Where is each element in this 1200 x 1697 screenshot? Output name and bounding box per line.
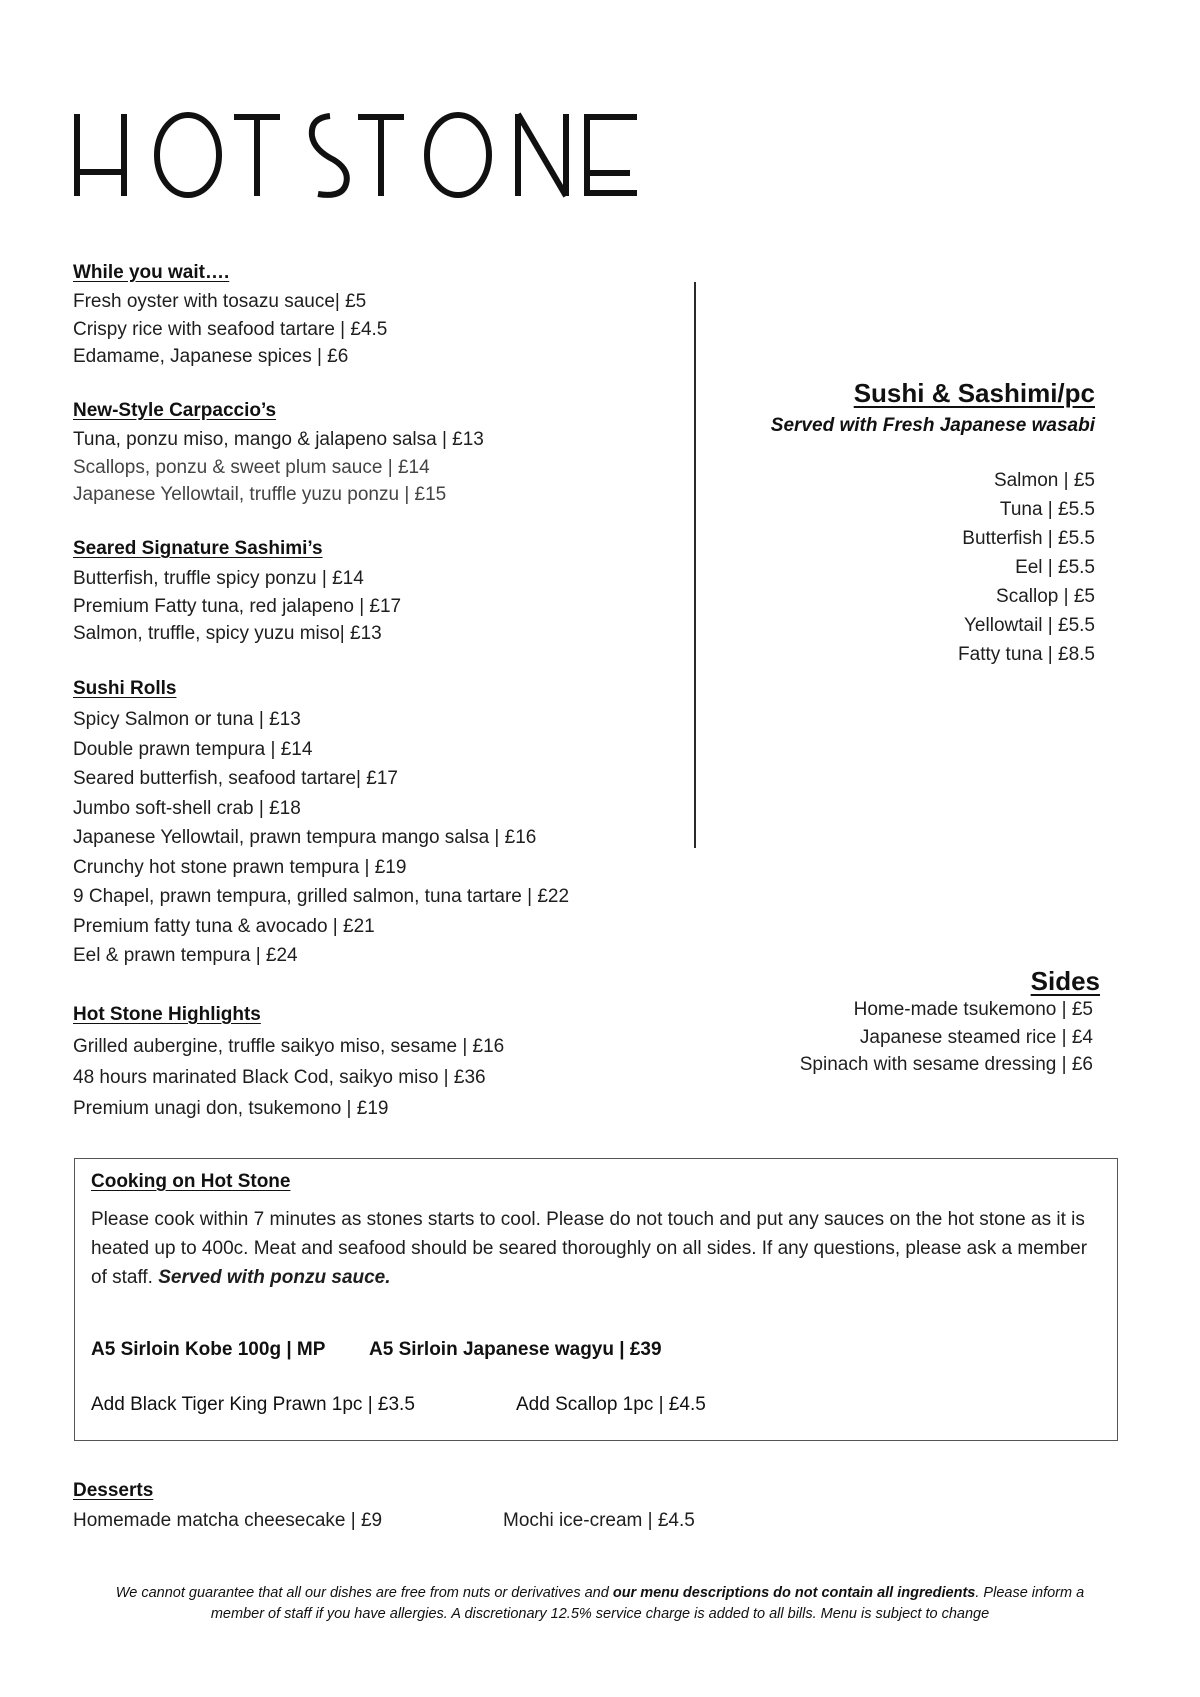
column-divider <box>694 282 696 848</box>
mains-row <box>91 1339 662 1361</box>
section-title: While you wait…. <box>73 262 230 283</box>
section-title: Cooking on Hot Stone <box>91 1171 291 1192</box>
menu-item: Premium unagi don, tsukemono | £19 <box>73 1098 389 1119</box>
menu-item: Fresh oyster with tosazu sauce| £5 <box>73 291 367 312</box>
menu-item: Double prawn tempura | £14 <box>73 738 313 760</box>
menu-item: Yellowtail | £5.5 <box>964 615 1095 636</box>
menu-item: Salmon, truffle, spicy yuzu miso| £13 <box>73 623 382 644</box>
disclaimer-text: We cannot guarantee that all our dishes are free from nuts or derivatives and <box>115 1585 613 1601</box>
section-title: Sushi & Sashimi/pc <box>853 378 1095 408</box>
section-desserts <box>73 1480 695 1535</box>
addons-row <box>91 1394 706 1416</box>
section-sides <box>800 966 1100 1079</box>
logo <box>72 112 742 203</box>
menu-item: Edamame, Japanese spices | £6 <box>73 346 349 367</box>
menu-item: Butterfish | £5.5 <box>962 528 1095 549</box>
section-seared-sashimi <box>73 538 401 648</box>
menu-item: Salmon | £5 <box>993 470 1095 491</box>
menu-item: Seared butterfish, seafood tartare| £17 <box>73 768 398 789</box>
menu-item: Homemade matcha cheesecake | £9 <box>73 1510 383 1531</box>
disclaimer-text: . Please inform a member of staff if you have allergies. A discretionary 12.5% service charge is added to all bills. Menu is subject to change <box>210 1585 1085 1622</box>
menu-item: Eel & prawn tempura | £24 <box>73 945 298 966</box>
menu-item: Scallop | £5 <box>996 586 1095 607</box>
menu-item: Fatty tuna | £8.5 <box>958 644 1095 665</box>
menu-item: Jumbo soft-shell crab | £18 <box>73 797 301 819</box>
menu-item: Scallops, ponzu & sweet plum sauce | £14 <box>73 456 430 478</box>
logo-wordmark <box>72 112 742 198</box>
menu-item: Spicy Salmon or tuna | £13 <box>73 709 301 730</box>
section-subtitle: Served with Fresh Japanese wasabi <box>770 415 1095 436</box>
section-title: Seared Signature Sashimi’s <box>73 538 323 559</box>
menu-item: Japanese steamed rice | £4 <box>859 1026 1093 1048</box>
menu-item: Crispy rice with seafood tartare | £4.5 <box>73 318 388 340</box>
section-title: Sushi Rolls <box>73 678 177 699</box>
cooking-instructions-box <box>74 1158 1118 1441</box>
menu-item: Butterfish, truffle spicy ponzu | £14 <box>73 568 364 589</box>
section-sushi-rolls <box>73 678 569 971</box>
menu-item: Mochi ice-cream | £4.5 <box>503 1510 695 1531</box>
menu-item: Premium Fatty tuna, red jalapeno | £17 <box>73 595 402 617</box>
menu-item: Tuna | £5.5 <box>999 499 1095 520</box>
menu-item: Japanese Yellowtail, prawn tempura mango salsa | £16 <box>73 827 537 848</box>
menu-item: 48 hours marinated Black Cod, saikyo miso | £36 <box>73 1067 486 1088</box>
menu-item: Home-made tsukemono | £5 <box>853 999 1093 1020</box>
menu-item: Eel | £5.5 <box>1015 557 1095 578</box>
allergy-disclaimer <box>0 1583 1200 1625</box>
section-while-you-wait <box>73 262 387 371</box>
section-title: New-Style Carpaccio’s <box>73 400 277 421</box>
menu-item: Crunchy hot stone prawn tempura | £19 <box>73 856 407 878</box>
menu-item: Tuna, ponzu miso, mango & jalapeno salsa | £13 <box>73 429 484 450</box>
menu-item: Add Black Tiger King Prawn 1pc | £3.5 <box>91 1394 415 1415</box>
menu-item: A5 Sirloin Japanese wagyu | £39 <box>369 1339 662 1360</box>
section-title: Desserts <box>73 1480 154 1501</box>
cooking-instructions <box>91 1205 1101 1292</box>
section-title: Sides <box>1030 966 1100 996</box>
menu-item: 9 Chapel, prawn tempura, grilled salmon, tuna tartare | £22 <box>73 886 570 907</box>
menu-item: Japanese Yellowtail, truffle yuzu ponzu | £15 <box>73 484 447 505</box>
menu-item: Premium fatty tuna & avocado | £21 <box>73 915 375 937</box>
disclaimer-bold: our menu descriptions do not contain all ingredients <box>612 1585 976 1601</box>
section-sushi-sashimi <box>771 378 1095 669</box>
served-with-note: Served with ponzu sauce. <box>158 1267 391 1288</box>
section-carpaccio <box>73 400 484 509</box>
instructions-text: Please cook within 7 minutes as stones starts to cool. Please do not touch and put any sauces on the hot stone as it is heated up to 400c. Meat and seafood should be seared thoroughly on all sides. If any questions, please ask a member of staff. <box>91 1209 1088 1288</box>
menu-item: Spinach with sesame dressing | £6 <box>799 1054 1093 1075</box>
section-title: Hot Stone Highlights <box>73 1004 261 1025</box>
menu-item: Add Scallop 1pc | £4.5 <box>516 1394 706 1415</box>
section-highlights <box>73 1004 504 1124</box>
desserts-row <box>73 1507 695 1535</box>
menu-item: Grilled aubergine, truffle saikyo miso, sesame | £16 <box>73 1036 505 1057</box>
menu-item: A5 Sirloin Kobe 100g | MP <box>91 1339 326 1360</box>
